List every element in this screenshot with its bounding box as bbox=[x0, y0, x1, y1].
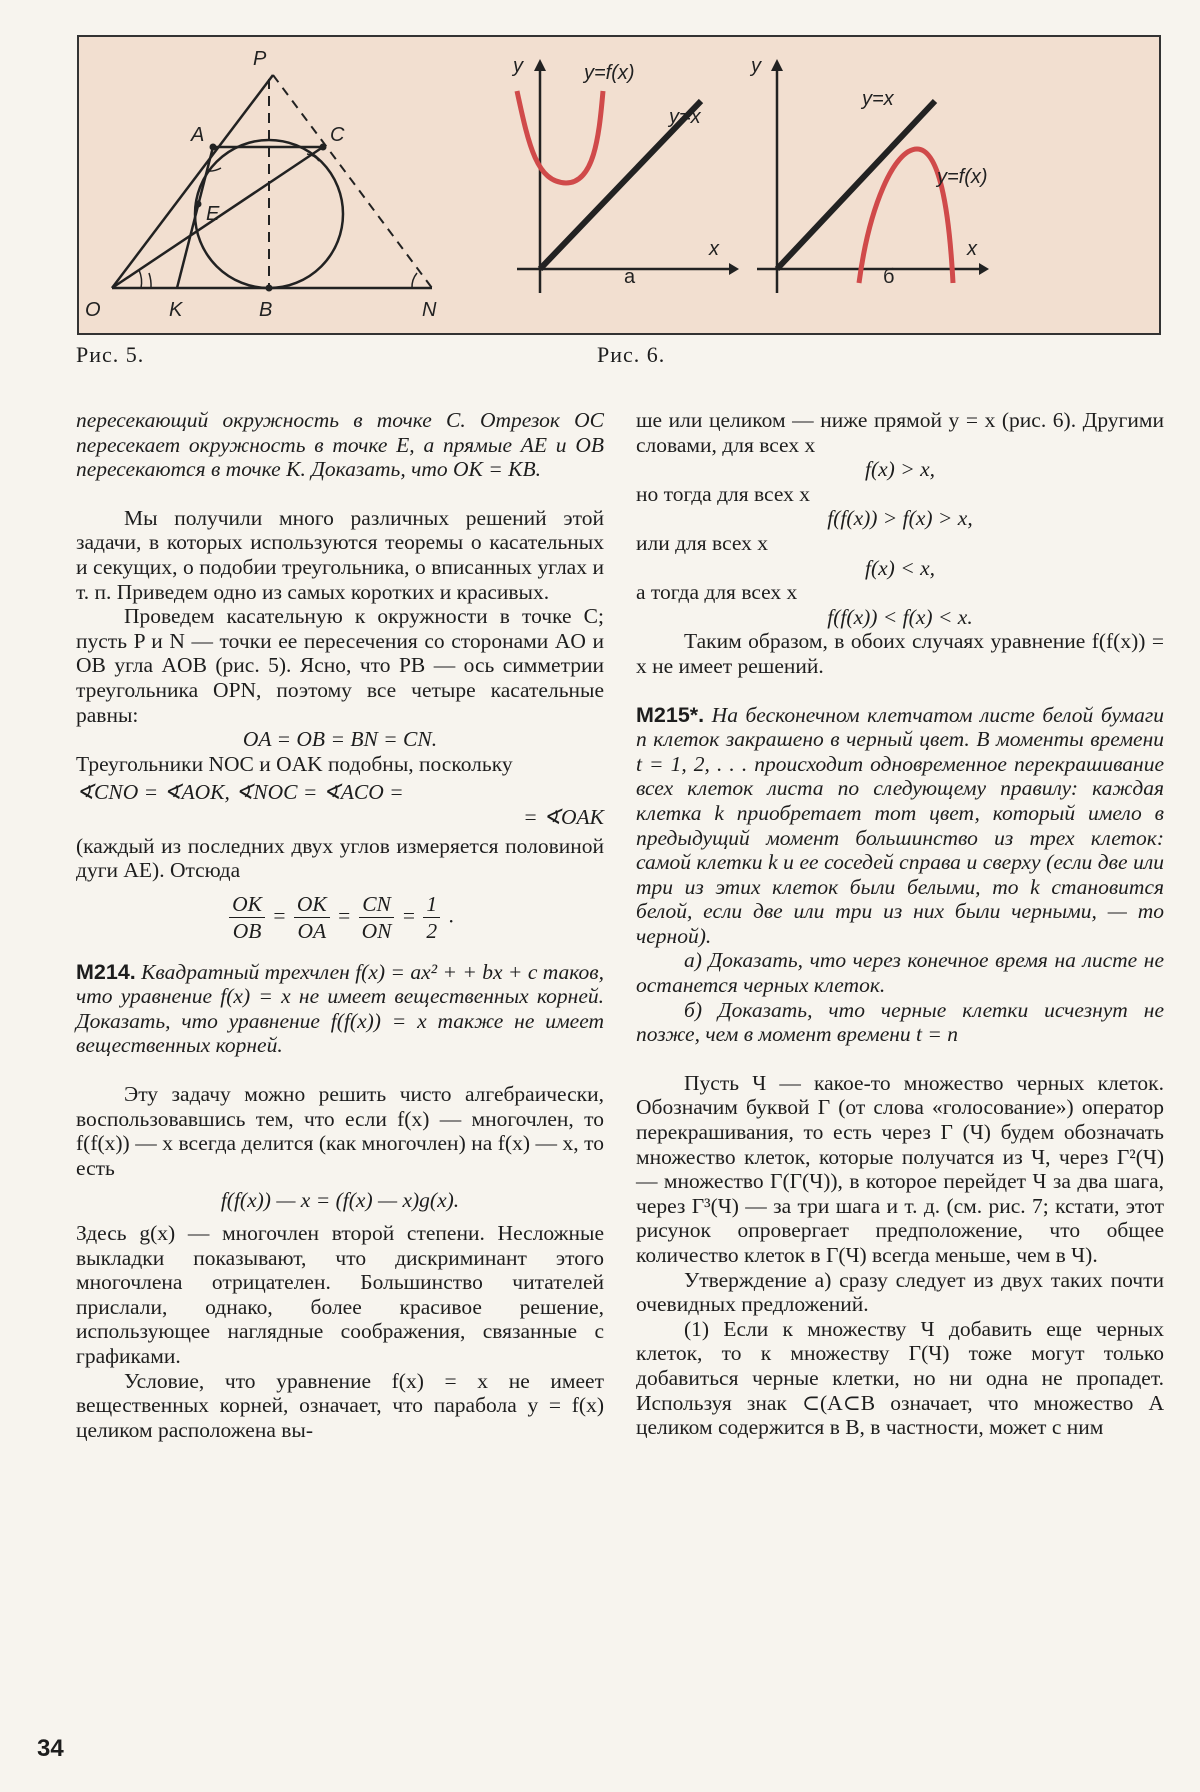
paragraph-tangent: Проведем касательную к окружности в точке C; пусть P и N — точки ее пересечения со сторонами AO и OB угла AOB (рис. 5). Ясно, что PB — ось симметрии треугольника OPN, поэтому все четыре касательные равны: bbox=[76, 604, 604, 727]
label-K: K bbox=[169, 299, 183, 321]
problem-m214-label: M214. bbox=[76, 959, 136, 984]
figures-svg bbox=[79, 37, 1163, 337]
paragraph-then-1: но тогда для всех x bbox=[636, 481, 810, 506]
paragraph-discriminant: Здесь g(x) — многочлен второй степени. Несложные выкладки показывают, что дискриминант этого многочлена отрицателен. Большинство читателей прислали, однако, более красивое решение, использующее наглядные соображения, связанные с графиками. bbox=[76, 1221, 604, 1368]
problem-m215-a: а) Доказать, что через конечное время на листе не останется черных клеток. bbox=[636, 948, 1164, 998]
figure-5 bbox=[112, 75, 432, 288]
fraction-ok-oa: $\frac{OK}{OA}$ bbox=[294, 891, 330, 944]
label-P: P bbox=[253, 48, 267, 70]
formula-ffx-lt: f(f(x)) < f(x) < x. bbox=[827, 604, 973, 629]
fig6a-x-label: x bbox=[709, 238, 719, 260]
problem-m215-label: M215*. bbox=[636, 702, 705, 727]
problem-m215-b: б) Доказать, что черные клетки исчезнут не позже, чем в момент времени t = n bbox=[636, 997, 1164, 1047]
problem-213-end: пересекающий окружность в точке C. Отрезок OC пересекает окружность в точке E, а прямые AE и OB пересекаются в точке K. Доказать, что OK = KB. bbox=[76, 408, 604, 482]
point-E bbox=[195, 201, 202, 208]
problem-m214 bbox=[76, 960, 604, 1058]
label-C: C bbox=[330, 124, 345, 146]
formula-equal-tangents: OA = OB = BN = CN. bbox=[242, 727, 438, 752]
label-A: A bbox=[191, 124, 205, 146]
formula-ffx-gt: f(f(x)) > f(x) > x, bbox=[827, 506, 973, 531]
right-column bbox=[636, 408, 1164, 1440]
page-number: 34 bbox=[37, 1735, 64, 1762]
fig6b-sub-label: б bbox=[883, 266, 895, 288]
point-A bbox=[210, 144, 217, 151]
paragraph-arc: (каждый из последних двух углов измеряется половиной дуги AE). Отсюда bbox=[76, 833, 604, 883]
left-column bbox=[76, 408, 604, 1442]
label-E: E bbox=[206, 203, 220, 225]
fig6b-y-label: y bbox=[751, 55, 761, 77]
paragraph-condition: Условие, что уравнение f(x) = x не имеет вещественных корней, означает, что парабола y = f(x) целиком расположена вы- bbox=[76, 1368, 604, 1442]
label-O: O bbox=[85, 299, 101, 321]
fig6b-x-label: x bbox=[967, 238, 977, 260]
formula-fx-lt-x: f(x) < x, bbox=[864, 555, 935, 580]
label-N: N bbox=[422, 299, 437, 321]
paragraph-proposition-1: (1) Если к множеству Ч добавить еще черных клеток, то к множеству Г(Ч) тоже могут только добавиться черные клетки, но ни одна не пропадет. Используя знак ⊂(A⊂B означает, что множество A целиком содержится в B, в частности, может с ним bbox=[636, 1316, 1164, 1440]
paragraph-similar: Треугольники NOC и OAK подобны, поскольку bbox=[76, 751, 513, 776]
figure-panel bbox=[77, 35, 1161, 335]
point-B bbox=[266, 285, 273, 292]
line-PN bbox=[273, 75, 432, 288]
fraction-ok-ob: $\frac{OK}{OB}$ bbox=[229, 891, 265, 944]
fig6a-line-label: y=x bbox=[669, 106, 701, 128]
paragraph-operator: Пусть Ч — какое-то множество черных клеток. Обозначим буквой Г (от слова «голосование») оператор перекрашивания, то есть через Г (Ч) будем обозначать множество клеток, которые получатся из Ч, через Г²(Ч) — множество Г(Г(Ч)), в которое перейдет Ч за два шага, через Г³(Ч) — за три шага и т. д. (см. рис. 7; кстати, этот рисунок опровергает предположение, что общее количество клеток в Г(Ч) всегда меньше, чем в Ч). bbox=[636, 1070, 1164, 1267]
paragraph-then-2: а тогда для всех x bbox=[636, 580, 798, 605]
problem-m215-text: На бесконечном клетчатом листе белой бумаги n клеток закрашено в черный цвет. В моменты времени t = 1, 2, . . . происходит одновременное перекрашивание всех клеток листа по следующему правилу: каждая клетка k приобретает тот цвет, который имело в предыдущий момент большинство из трех клеток: самой клетки k и ее соседей справа и сверху (если две или три из этих клеток были белыми, то k становится белой, если две или три из них были черными, — то черной). bbox=[636, 702, 1164, 948]
fig6b-line-label: y=x bbox=[862, 88, 894, 110]
problem-m214-text: Квадратный трехчлен f(x) = ax² + + bx + c таков, что уравнение f(x) = x не имеет вещественных корней. Доказать, что уравнение f(f(x)) = x также не имеет вещественных корней. bbox=[76, 959, 604, 1058]
formula-factorization: f(f(x)) — x = (f(x) — x)g(x). bbox=[220, 1188, 460, 1213]
figure-5-caption: Рис. 5. bbox=[76, 342, 145, 367]
fraction-one-half: $\frac{1}{2}$ bbox=[423, 891, 440, 944]
paragraph-or: или для всех x bbox=[636, 530, 769, 555]
fig6a-curve-label: y=f(x) bbox=[584, 62, 635, 84]
formula-fractions: $\frac{OK}{OB}$ = $\frac{OK}{OA}$ = $\frac{CN}{ON}$ = $\frac{1}{2}$ . bbox=[76, 891, 604, 944]
paragraph-conclusion: Таким образом, в обоих случаях уравнение f(f(x)) = x не имеет решений. bbox=[636, 629, 1164, 678]
paragraph-statement-a: Утверждение а) сразу следует из двух таких почти очевидных предложений. bbox=[636, 1267, 1164, 1317]
fig6a-y-label: y bbox=[513, 55, 523, 77]
formula-angles-2: = ∢OAK bbox=[523, 804, 604, 829]
label-B: B bbox=[259, 299, 273, 321]
problem-m215 bbox=[636, 703, 1164, 949]
fig6a-sub-label: а bbox=[624, 266, 636, 288]
figure-6-caption: Рис. 6. bbox=[597, 342, 666, 367]
paragraph-algebraic: Эту задачу можно решить чисто алгебраически, воспользовавшись тем, что если f(x) — многочлен, то f(f(x)) — x всегда делится (как многочлен) на f(x) — x, то есть bbox=[76, 1082, 604, 1180]
paragraph-solutions: Мы получили много различных решений этой задачи, в которых используются теоремы о касательных и секущих, о подобии треугольника, о вписанных углах и т. п. Приведем одно из самых коротких и красивых. bbox=[76, 505, 604, 604]
formula-fx-gt-x: f(x) > x, bbox=[864, 457, 935, 482]
fraction-cn-on: $\frac{CN}{ON}$ bbox=[359, 891, 395, 944]
line-OP bbox=[112, 75, 273, 288]
figure-6a bbox=[517, 59, 739, 293]
fig6b-curve-label: y=f(x) bbox=[937, 166, 988, 188]
formula-angles-1: ∢CNO = ∢AOK, ∢NOC = ∢ACO = bbox=[76, 780, 404, 805]
paragraph-above-below: ше или целиком — ниже прямой y = x (рис. 6). Другими словами, для всех x bbox=[636, 408, 1164, 457]
point-C bbox=[320, 144, 327, 151]
